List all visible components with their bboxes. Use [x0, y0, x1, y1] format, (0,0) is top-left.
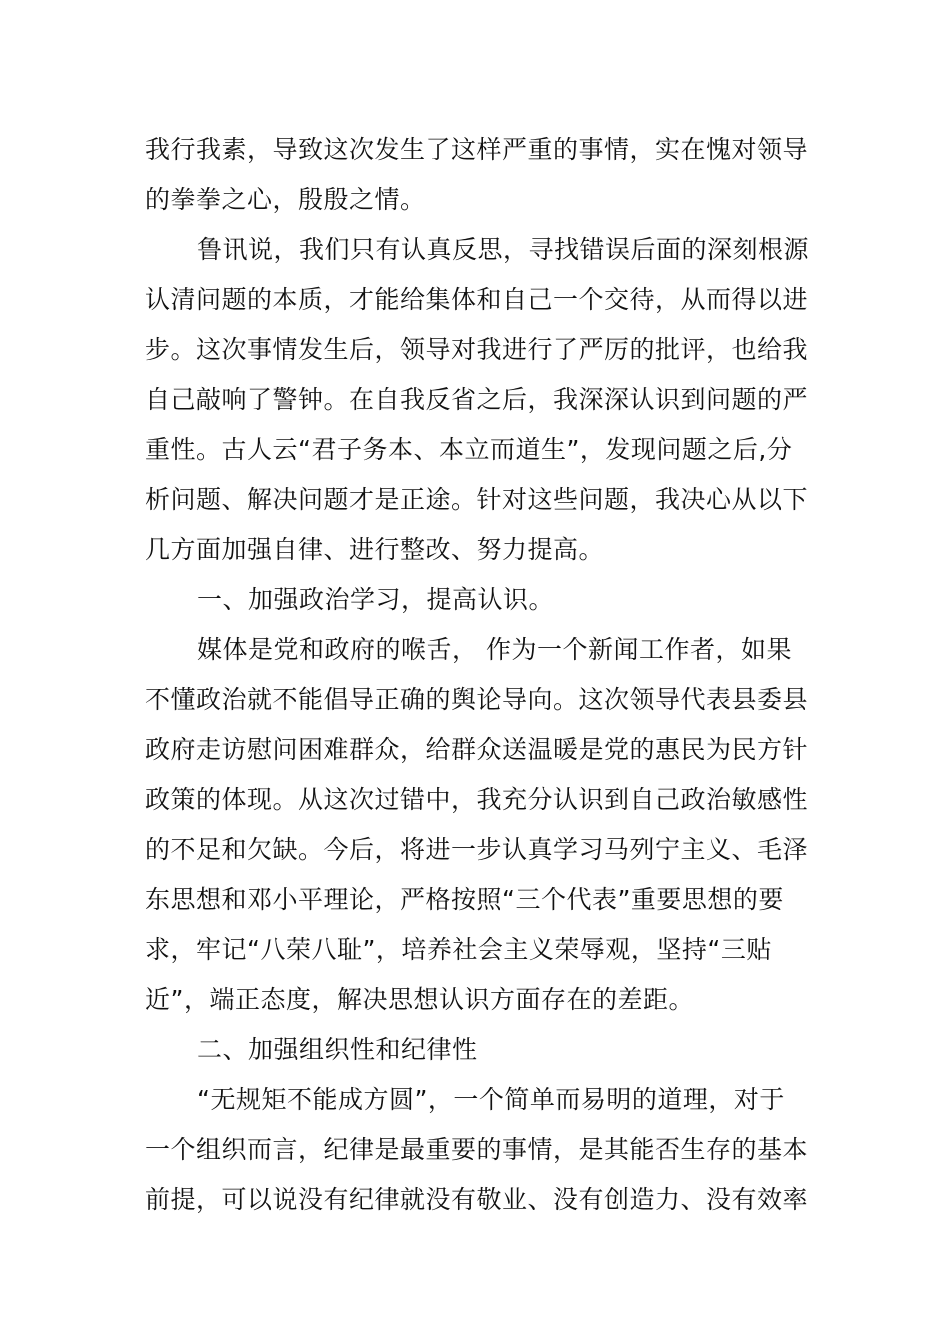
paragraph-start-line: 媒体是党和政府的喉舌， 作为一个新闻工作者，如果	[197, 635, 792, 664]
text-line: 政府走访慰问困难群众，给群众送温暖是党的惠民为民方针	[145, 735, 809, 764]
text-line: 不懂政治就不能倡导正确的舆论导向。这次领导代表县委县	[145, 685, 809, 714]
text-line: 重性。古人云“君子务本、本立而道生”，发现问题之后,分	[145, 435, 793, 464]
text-line: 认清问题的本质，才能给集体和自己一个交待，从而得以进	[145, 285, 809, 314]
text-line: 析问题、解决问题才是正途。针对这些问题，我决心从以下	[145, 485, 809, 514]
section-heading-1: 一、加强政治学习，提高认识。	[197, 585, 555, 614]
paragraph-start-line: 鲁讯说，我们只有认真反思，寻找错误后面的深刻根源	[197, 235, 810, 264]
document-body	[145, 125, 810, 1225]
text-line: 几方面加强自律、进行整改、努力提高。	[145, 535, 605, 564]
text-line: 的不足和欠缺。今后，将进一步认真学习马列宁主义、毛泽	[145, 835, 809, 864]
text-line: 自己敲响了警钟。在自我反省之后，我深深认识到问题的严	[145, 385, 809, 414]
text-line: 一个组织而言，纪律是最重要的事情，是其能否生存的基本	[145, 1135, 809, 1164]
text-line: 步。这次事情发生后，领导对我进行了严厉的批评，也给我	[145, 335, 809, 364]
text-line: 我行我素，导致这次发生了这样严重的事情，实在愧对领导	[145, 135, 809, 164]
text-line: 政策的体现。从这次过错中，我充分认识到自己政治敏感性	[145, 785, 809, 814]
text-line: 近”，端正态度，解决思想认识方面存在的差距。	[145, 985, 694, 1014]
text-line: 的拳拳之心，殷殷之情。	[145, 185, 426, 214]
text-line: 前提，可以说没有纪律就没有敬业、没有创造力、没有效率	[145, 1185, 809, 1214]
text-line: 东思想和邓小平理论，严格按照“三个代表”重要思想的要	[145, 885, 784, 914]
paragraph-start-line: “无规矩不能成方圆”，一个简单而易明的道理，对于	[197, 1085, 785, 1114]
section-heading-2: 二、加强组织性和纪律性	[197, 1035, 478, 1064]
text-line: 求，牢记“八荣八耻”，培养社会主义荣辱观，坚持“三贴	[145, 935, 772, 964]
